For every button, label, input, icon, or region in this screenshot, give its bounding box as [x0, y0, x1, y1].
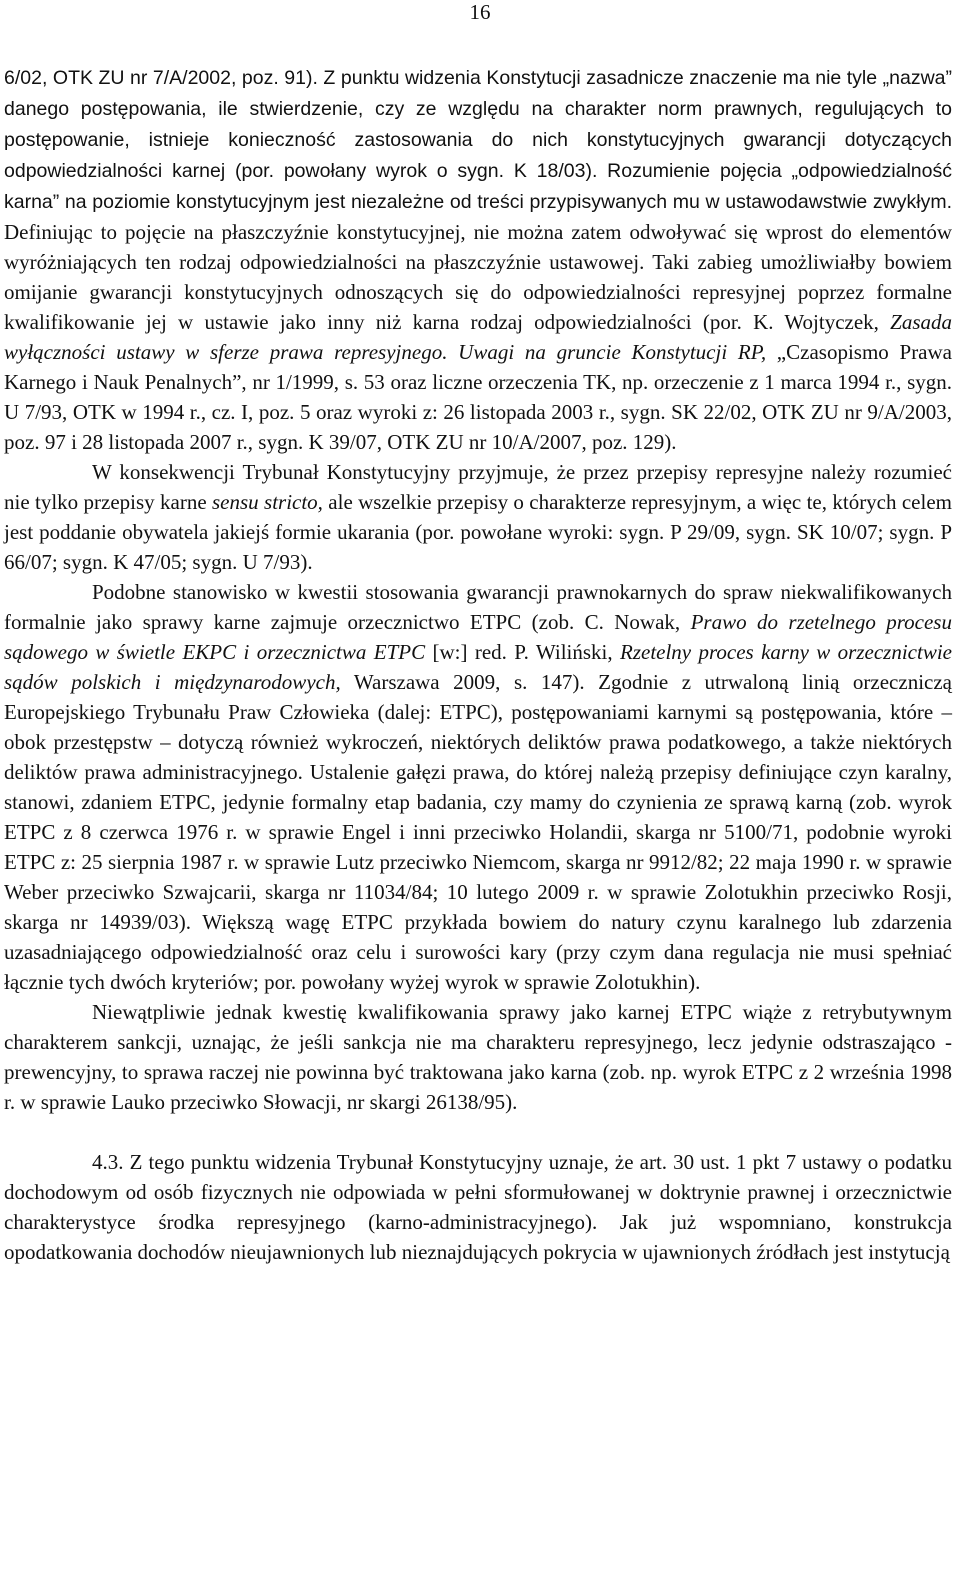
document-body — [4, 62, 952, 1267]
paragraph-1-italic-title: Zasada wyłączności ustawy w sferze prawa represyjnego. Uwagi na gruncie Konstytucji RP, — [4, 310, 952, 364]
paragraph-3-italic-title-2: Rzetelny proces karny w orzecznictwie sądów polskich i międzynarodowych, — [4, 640, 952, 694]
paragraph-3-text-end: Warszawa 2009, s. 147). Zgodnie z utrwaloną linią orzeczniczą Europejskiego Trybunału Praw Człowieka (dalej: ETPC), postępowaniami karnymi są postępowania, które – obok przestępstw – dotyczą również wykroczeń, niektórych deliktów prawa podatkowego, a także niektórych deliktów prawa administracyjnego. Ustalenie gałęzi prawa, do której należą przepisy definiujące czyn karalny, stanowi, zdaniem ETPC, jedynie formalny etap badania, czy mamy do czynienia ze sprawą karną (zob. wyrok ETPC z 8 czerwca 1976 r. w sprawie Engel i inni przeciwko Holandii, skarga nr 5100/71, podobnie wyroki ETPC z: 25 sierpnia 1987 r. w sprawie Lutz przeciwko Niemcom, skarga nr 9912/82; 22 maja 1990 r. w sprawie Weber przeciwko Szwajcarii, skarga nr 11034/84; 10 lutego 2009 r. w sprawie Zolotukhin przeciwko Rosji, skarga nr 14939/03). Większą wagę ETPC przykłada bowiem do natury czynu karalnego lub zdarzenia uzasadniającego odpowiedzialność oraz celu i surowości kary (przy czym dana regulacja nie musi spełniać łącznie tych dwóch kryteriów; por. powołany wyżej wyrok w sprawie Zolotukhin). — [4, 670, 952, 994]
page-number: 16 — [469, 0, 491, 24]
paragraph-1-text: Definiując to pojęcie na płaszczyźnie konstytucyjnej, nie można zatem odwoływać się wprost do elementów wyróżniających ten rodzaj odpowiedzialności na płaszczyźnie ustawowej. Taki zabieg umożliwiałby bowiem omijanie gwarancji konstytucyjnych odnoszących się do odpowiedzialności represyjnej poprzez formalne kwalifikowanie jej w ustawie jako inny niż karna rodzaj odpowiedzialności (por. K. Wojtyczek, — [4, 220, 952, 334]
paragraph-3-text: Podobne stanowisko w kwestii stosowania gwarancji prawnokarnych do spraw niekwalifikowanych formalnie jako sprawy karne zajmuje orzecznictwo ETPC (zob. C. Nowak, — [4, 580, 952, 634]
paragraph-5-text: 4.3. Z tego punktu widzenia Trybunał Konstytucyjny uznaje, że art. 30 ust. 1 pkt 7 ustawy o podatku dochodowym od osób fizycznych nie odpowiada w pełni sformułowanej w doktrynie prawnej i orzecznictwie charakterystyce środka represyjnego (karno-administracyjnego). Jak już wspomniano, konstrukcja opodatkowania dochodów nieujawnionych lub nieznajdujących pokrycia w ujawnionych źródłach jest instytucją — [4, 1150, 952, 1264]
paragraph-1-sans-text: 6/02, OTK ZU nr 7/A/2002, poz. 91). Z punktu widzenia Konstytucji zasadnicze znaczenie ma nie tyle „nazwa” danego postępowania, ile stwierdzenie, czy ze względu na charakter norm prawnych, regulujących to postępowanie, istnieje konieczność zastosowania do nich konstytucyjnych gwarancji dotyczących odpowiedzialności karnej (por. powołany wyrok o sygn. K 18/03). Rozumienie pojęcia „odpowiedzialność karna” na poziomie konstytucyjnym jest niezależne od treści przypisywanych mu w ustawodawstwie zwykłym. — [4, 67, 952, 213]
paragraph-4-text: Niewątpliwie jednak kwestię kwalifikowania sprawy jako karnej ETPC wiąże z retrybutywnym charakterem sankcji, uznając, że jeśli sankcja nie ma charakteru represyjnego, lecz jedynie odstraszająco - prewencyjny, to sprawa raczej nie powinna być traktowana jako karna (zob. np. wyrok ETPC z 2 września 1998 r. w sprawie Lauko przeciwko Słowacji, nr skargi 26138/95). — [4, 1000, 952, 1114]
paragraph-2-text: W konsekwencji Trybunał Konstytucyjny przyjmuje, że przez przepisy represyjne należy rozumieć nie tylko przepisy karne — [4, 460, 952, 514]
paragraph-2-text-end: ale wszelkie przepisy o charakterze represyjnym, a więc te, których celem jest poddanie obywatela jakiejś formie ukarania (por. powołane wyroki: sygn. P 29/09, sygn. SK 10/07; sygn. P 66/07; sygn. K 47/05; sygn. U 7/93). — [4, 490, 952, 574]
paragraph-4 — [4, 997, 952, 1117]
paragraph-5-section-4-3 — [4, 1147, 952, 1267]
paragraph-1 — [4, 62, 952, 457]
paragraph-2-italic: sensu stricto, — [212, 490, 323, 514]
paragraph-3 — [4, 577, 952, 997]
paragraph-1-text-end: „Czasopismo Prawa Karnego i Nauk Penalnych”, nr 1/1999, s. 53 oraz liczne orzeczenia TK, np. orzeczenie z 1 marca 1994 r., sygn. U 7/93, OTK w 1994 r., cz. I, poz. 5 oraz wyroki z: 26 listopada 2003 r., sygn. SK 22/02, OTK ZU nr 9/A/2003, poz. 97 i 28 listopada 2007 r., sygn. K 39/07, OTK ZU nr 10/A/2007, poz. 129). — [4, 340, 952, 454]
paragraph-3-italic-title-1: Prawo do rzetelnego procesu sądowego w świetle EKPC i orzecznictwa ETPC — [4, 610, 952, 664]
paragraph-3-text-mid: [w:] red. P. Wiliński, — [425, 640, 620, 664]
paragraph-2 — [4, 457, 952, 577]
